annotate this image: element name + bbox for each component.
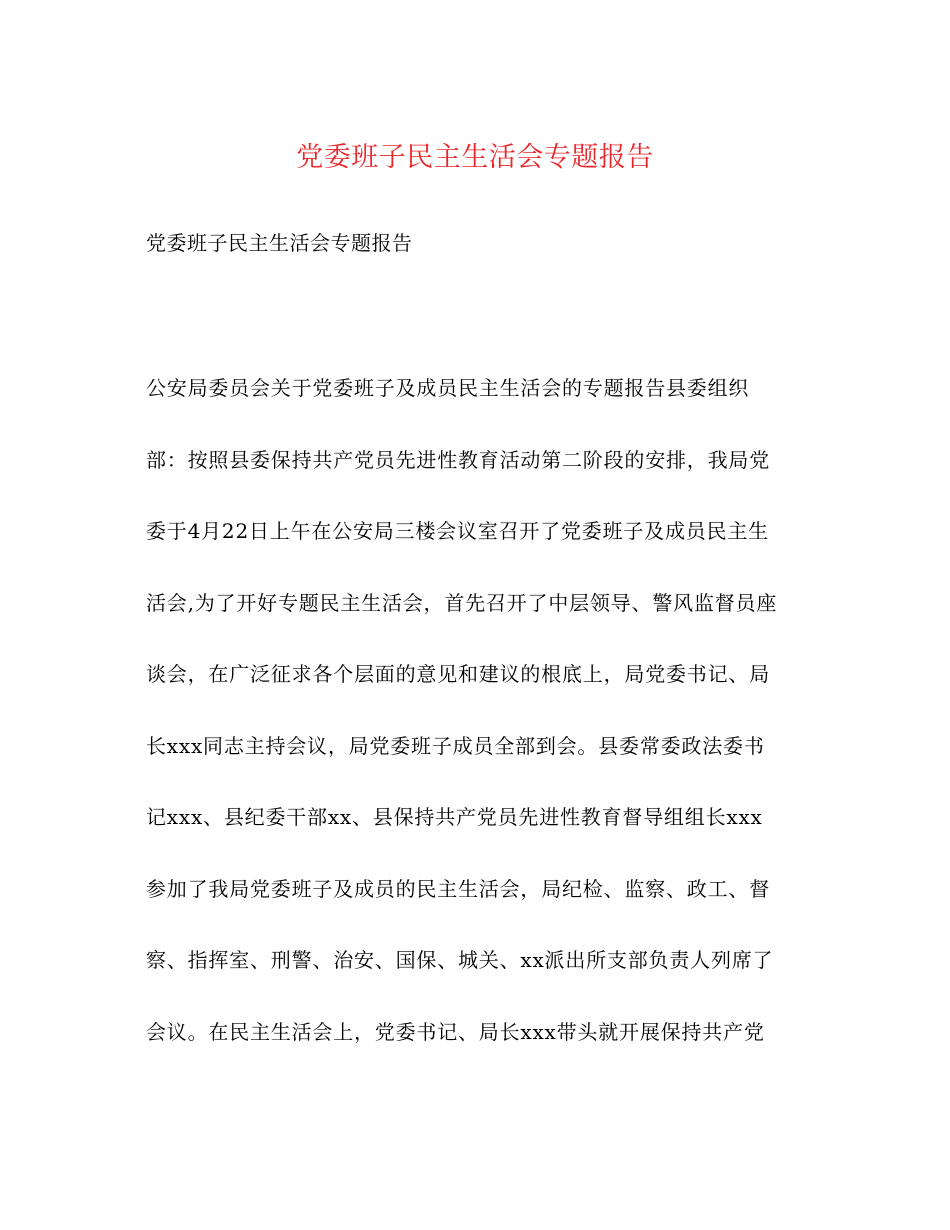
body-line: 活会,为了开好专题民主生活会，首先召开了中层领导、警风监督员座	[146, 590, 778, 615]
document-title: 党委班子民主生活会专题报告	[296, 142, 654, 173]
document-body	[146, 373, 826, 1088]
body-line: 谈会，在广泛征求各个层面的意见和建议的根底上，局党委书记、局	[146, 662, 770, 686]
document-subtitle: 党委班子民主生活会专题报告	[146, 231, 413, 255]
body-line: 记xxx、县纪委干部xx、县保持共产党员先进性教育督导组组长xxx	[146, 805, 763, 829]
body-line: 参加了我局党委班子及成员的民主生活会，局纪检、监察、政工、督	[146, 876, 770, 901]
body-line: 察、指挥室、刑警、治安、国保、城关、xx派出所支部负责人列席了	[146, 948, 774, 972]
body-line: 长xxx同志主持会议，局党委班子成员全部到会。县委常委政法委书	[146, 733, 765, 758]
body-line: 部：按照县委保持共产党员先进性教育活动第二阶段的安排，我局党	[146, 447, 770, 472]
body-line: 会议。在民主生活会上，党委书记、局长xxx带头就开展保持共产党	[146, 1019, 765, 1044]
body-line: 委于4月22日上午在公安局三楼会议室召开了党委班子及成员民主生	[146, 519, 769, 543]
body-line: 公安局委员会关于党委班子及成员民主生活会的专题报告县委组织	[146, 376, 750, 400]
